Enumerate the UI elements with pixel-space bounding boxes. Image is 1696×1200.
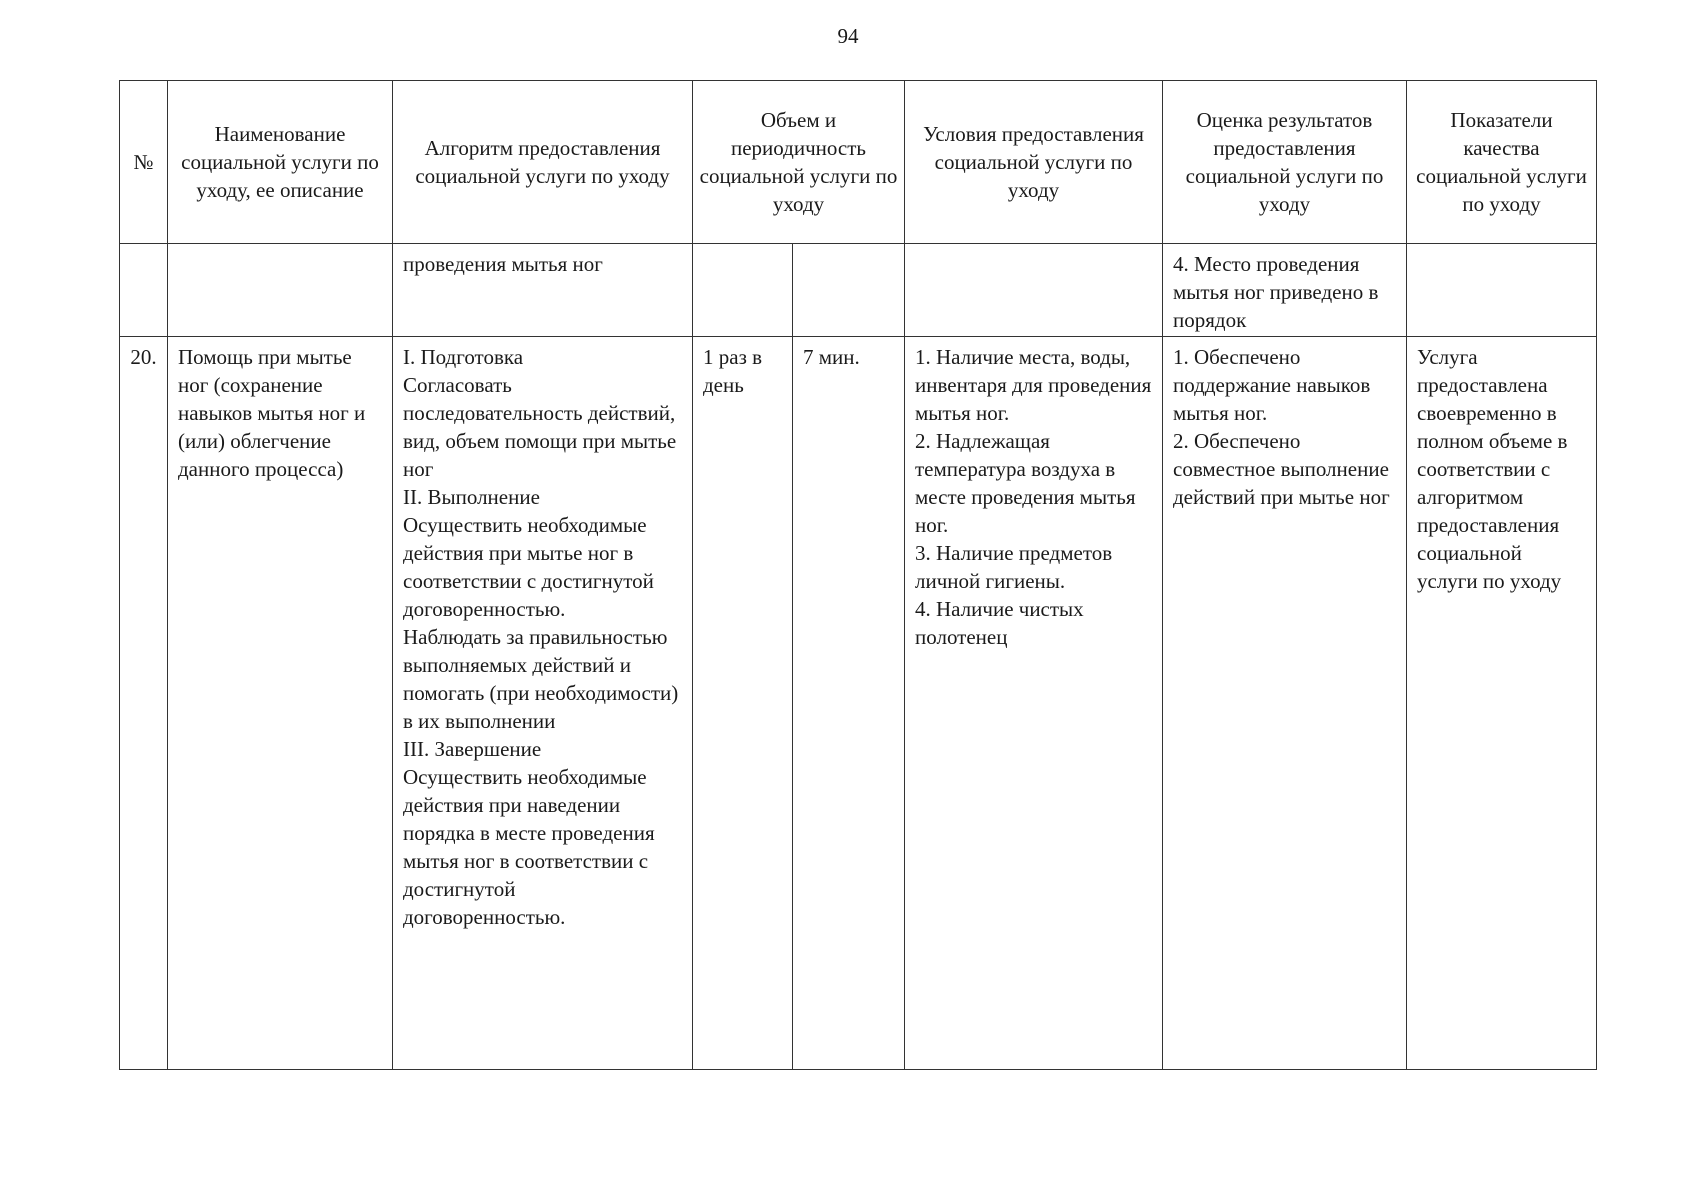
table-row (120, 337, 1597, 1070)
cell-periodicity (693, 244, 793, 337)
cell-quality: Услуга предоставлена своевременно в полном объеме в соответствии с алгоритмом предоставления социальной услуги по уходу (1407, 337, 1597, 1070)
table-header-row (120, 81, 1597, 244)
cell-name: Помощь при мытье ног (сохранение навыков мытья ног и (или) облегчение данного процесса) (168, 337, 393, 1070)
header-name: Наименование социальной услуги по уходу, ее описание (168, 81, 393, 244)
cell-algorithm: проведения мытья ног (393, 244, 693, 337)
header-quality: Показатели качества социальной услуги по уходу (1407, 81, 1597, 244)
cell-duration: 7 мин. (793, 337, 905, 1070)
header-algorithm: Алгоритм предоставления социальной услуги по уходу (393, 81, 693, 244)
cell-quality (1407, 244, 1597, 337)
cell-duration (793, 244, 905, 337)
cell-evaluation: 4. Место проведения мытья ног приведено в порядок (1163, 244, 1407, 337)
cell-evaluation: 1. Обеспечено поддержание навыков мытья ног. 2. Обеспечено совместное выполнение действий при мытье ног (1163, 337, 1407, 1070)
cell-conditions: 1. Наличие места, воды, инвентаря для проведения мытья ног. 2. Надлежащая температура воздуха в месте проведения мытья ног. 3. Наличие предметов личной гигиены. 4. Наличие чистых полотенец (905, 337, 1163, 1070)
page-number: 94 (837, 24, 859, 48)
cell-periodicity: 1 раз в день (693, 337, 793, 1070)
header-evaluation: Оценка результатов предоставления социальной услуги по уходу (1163, 81, 1407, 244)
cell-conditions (905, 244, 1163, 337)
header-conditions: Условия предоставления социальной услуги по уходу (905, 81, 1163, 244)
services-table (119, 80, 1597, 1070)
cell-name (168, 244, 393, 337)
table-row-continuation (120, 244, 1597, 337)
header-volume: Объем и периодичность социальной услуги по уходу (693, 81, 905, 244)
header-num: № (120, 81, 168, 244)
cell-num: 20. (120, 337, 168, 1070)
cell-algorithm: I. Подготовка Согласовать последовательность действий, вид, объем помощи при мытье ног II. Выполнение Осуществить необходимые действия при мытье ног в соответствии с достигнутой договоренностью. Наблюдать за правильностью выполняемых действий и помогать (при необходимости) в их выполнении III. Завершение Осуществить необходимые действия при наведении порядка в месте проведения мытья ног в соответствии с достигнутой договоренностью. (393, 337, 693, 1070)
cell-num (120, 244, 168, 337)
